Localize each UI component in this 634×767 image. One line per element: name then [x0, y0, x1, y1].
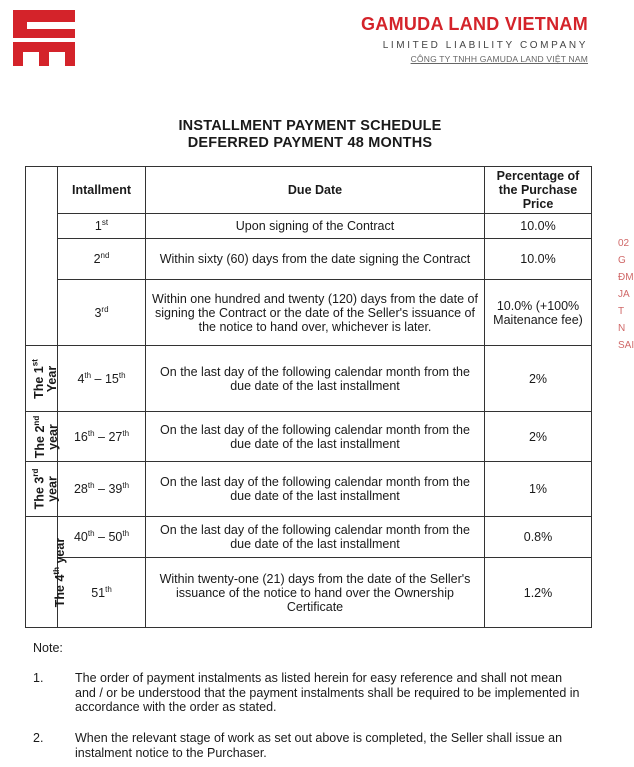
due-date-header: Due Date [146, 167, 485, 214]
installment-cell: 40th – 50th [58, 517, 146, 558]
percentage-cell: 10.0% (+100% Maitenance fee) [485, 280, 592, 346]
percentage-cell: 2% [485, 412, 592, 462]
due-date-cell: Upon signing of the Contract [146, 214, 485, 239]
title-line-2: DEFERRED PAYMENT 48 MONTHS [187, 135, 433, 151]
company-vietnamese-name: CÔNG TY TNHH GAMUDA LAND VIỆT NAM [410, 54, 588, 64]
year-label-4: The 4th year [26, 517, 58, 628]
company-subtitle: LIMITED LIABILITY COMPANY [382, 40, 588, 51]
note-number: 1. [33, 671, 44, 685]
year-column-header [26, 167, 58, 346]
company-name: GAMUDA LAND VIETNAM [360, 14, 588, 34]
table-row [26, 462, 592, 517]
year-label-2: The 2nd year [26, 412, 58, 462]
table-row [26, 517, 592, 558]
installment-cell: 1st [58, 214, 146, 239]
percentage-cell: 1% [485, 462, 592, 517]
percentage-cell: 1.2% [485, 558, 592, 628]
due-date-cell: On the last day of the following calendar month from the due date of the last installment [146, 462, 485, 517]
installment-cell: 16th – 27th [58, 412, 146, 462]
due-date-cell: On the last day of the following calendar month from the due date of the last installment [146, 412, 485, 462]
due-date-cell: Within sixty (60) days from the date signing the Contract [146, 239, 485, 280]
table-header-row [26, 167, 592, 214]
percentage-cell: 10.0% [485, 214, 592, 239]
installment-cell: 4th – 15th [58, 346, 146, 412]
installment-cell: 3rd [58, 280, 146, 346]
table-row [26, 412, 592, 462]
percentage-header: Percentage of the Purchase Price [485, 167, 592, 214]
percentage-cell: 2% [485, 346, 592, 412]
table-row [26, 346, 592, 412]
installment-cell: 51th [58, 558, 146, 628]
payment-schedule-table [25, 166, 592, 628]
table-row [26, 239, 592, 280]
installment-header: Intallment [58, 167, 146, 214]
due-date-cell: Within twenty-one (21) days from the date of the Seller's issuance of the notice to hand over the Ownership Certificate [146, 558, 485, 628]
partial-stamp: 02 G ĐM JA T N SAI [618, 238, 634, 351]
note-number: 2. [33, 731, 44, 745]
due-date-cell: Within one hundred and twenty (120) days from the date of signing the Contract or the date of the Seller's issuance of the notice to hand over, whichever is later. [146, 280, 485, 346]
notes-label: Note: [33, 641, 63, 655]
percentage-cell: 0.8% [485, 517, 592, 558]
year-label-1: The 1st Year [26, 346, 58, 412]
year-label-3: The 3rd year [26, 462, 58, 517]
company-header [361, 14, 588, 64]
table-row [26, 280, 592, 346]
document-title [0, 118, 620, 152]
installment-cell: 2nd [58, 239, 146, 280]
note-text: The order of payment instalments as listed herein for easy reference and shall not mean and / or be understood that the payment instalments shall be required to be implemented in accordance with the order as stated. [75, 671, 580, 714]
note-text: When the relevant stage of work as set out above is completed, the Seller shall issue an instalment notice to the Purchaser. [75, 731, 563, 760]
due-date-cell: On the last day of the following calendar month from the due date of the last installment [146, 346, 485, 412]
installment-cell: 28th – 39th [58, 462, 146, 517]
gamuda-logo-icon [13, 10, 75, 66]
title-line-1: INSTALLMENT PAYMENT SCHEDULE [178, 118, 442, 134]
percentage-cell: 10.0% [485, 239, 592, 280]
table-row [26, 558, 592, 628]
due-date-cell: On the last day of the following calendar month from the due date of the last installment [146, 517, 485, 558]
table-row [26, 214, 592, 239]
